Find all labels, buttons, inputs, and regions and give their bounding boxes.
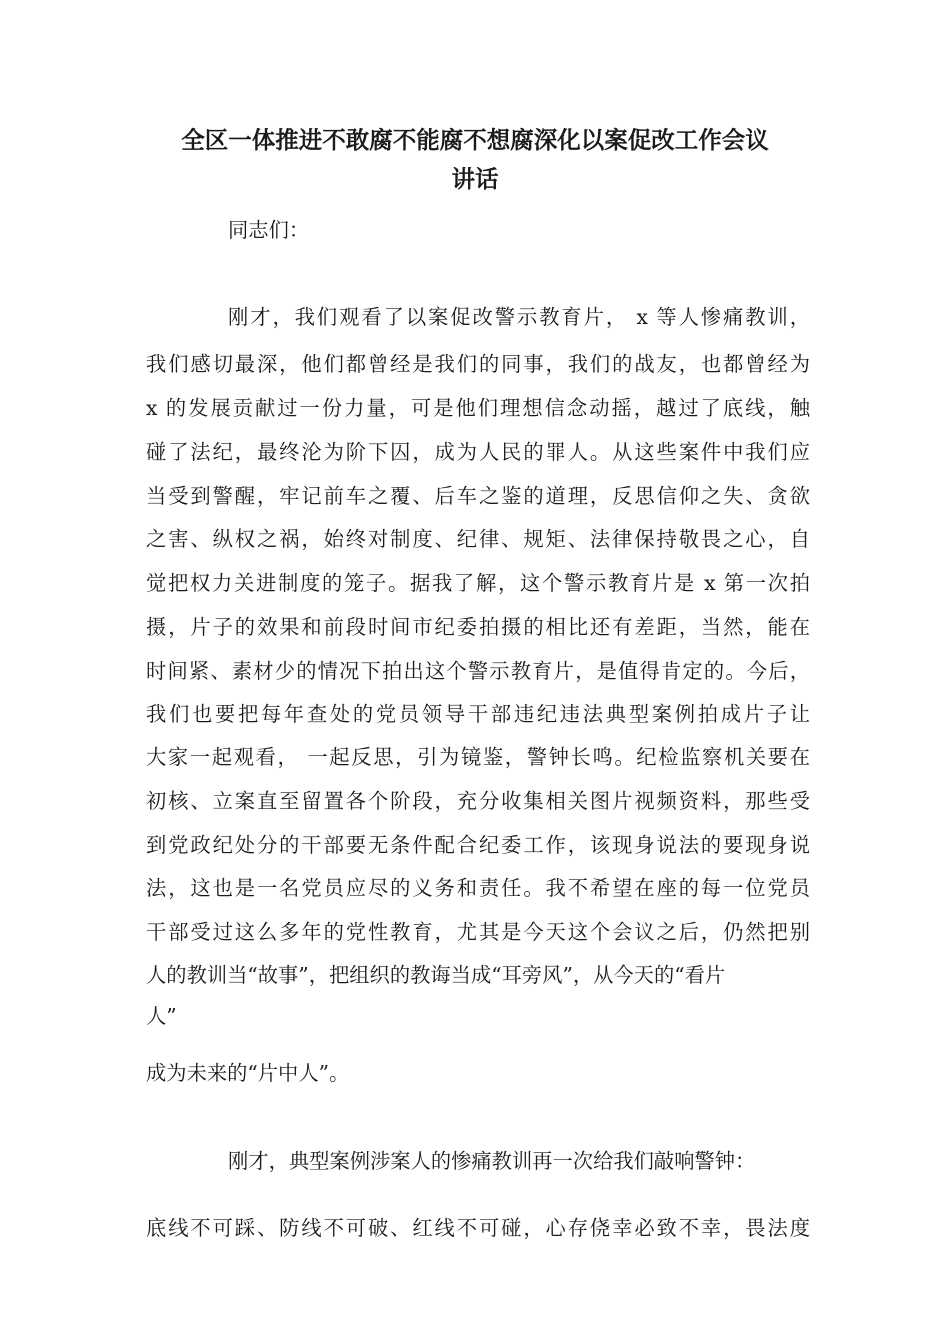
paragraph-2-line-2: 底线不可踩、防线不可破、红线不可碰，心存侥幸必致不幸，畏法度 [146,1216,810,1240]
paragraph-1-line-12: 初核、立案直至留置各个阶段，充分收集相关图片视频资料，那些受 [146,789,810,813]
paragraph-1-line-16: 人的教训当“故事”，把组织的教诲当成“耳旁风”，从今天的“看片 [146,963,726,987]
document-title-line-1: 全区一体推进不敢腐不能腐不想腐深化以案促改工作会议 [181,126,769,154]
paragraph-1-line-7: 觉把权力关进制度的笼子。据我了解，这个警示教育片是 x 第一次拍 [146,571,810,595]
paragraph-2-line-1: 刚才，典型案例涉案人的惨痛教训再一次给我们敲响警钟： [228,1149,756,1173]
paragraph-1-line-15: 干部受过这么多年的党性教育，尤其是今天这个会议之后，仍然把别 [146,920,810,944]
paragraph-1-line-17: 人” [146,1004,177,1028]
paragraph-1-line-18: 成为未来的“片中人”。 [146,1061,350,1085]
document-title-line-2: 讲话 [451,165,499,193]
paragraph-1-line-6: 之害、纵权之祸，始终对制度、纪律、规矩、法律保持敬畏之心，自 [146,527,810,551]
paragraph-1-line-10: 我们也要把每年查处的党员领导干部违纪违法典型案例拍成片子让 [146,702,810,726]
paragraph-1-line-2: 我们感切最深，他们都曾经是我们的同事，我们的战友，也都曾经为 [146,352,810,376]
paragraph-1-line-8: 摄，片子的效果和前段时间市纪委拍摄的相比还有差距，当然，能在 [146,615,810,639]
paragraph-1-line-1: 刚才，我们观看了以案促改警示教育片， x 等人惨痛教训， [228,305,810,329]
paragraph-1-line-13: 到党政纪处分的干部要无条件配合纪委工作，该现身说法的要现身说 [146,833,810,857]
paragraph-1-line-14: 法，这也是一名党员应尽的义务和责任。我不希望在座的每一位党员 [146,876,810,900]
paragraph-1-line-5: 当受到警醒，牢记前车之覆、后车之鉴的道理，反思信仰之失、贪欲 [146,484,810,508]
paragraph-1-line-4: 碰了法纪，最终沦为阶下囚，成为人民的罪人。从这些案件中我们应 [146,440,810,464]
salutation: 同志们： [228,218,310,242]
paragraph-1-line-9: 时间紧、素材少的情况下拍出这个警示教育片，是值得肯定的。今后， [146,659,810,683]
paragraph-1-line-3: x 的发展贡献过一份力量，可是他们理想信念动摇，越过了底线，触 [146,396,810,420]
paragraph-1-line-11: 大家一起观看， 一起反思，引为镜鉴，警钟长鸣。纪检监察机关要在 [146,745,810,769]
